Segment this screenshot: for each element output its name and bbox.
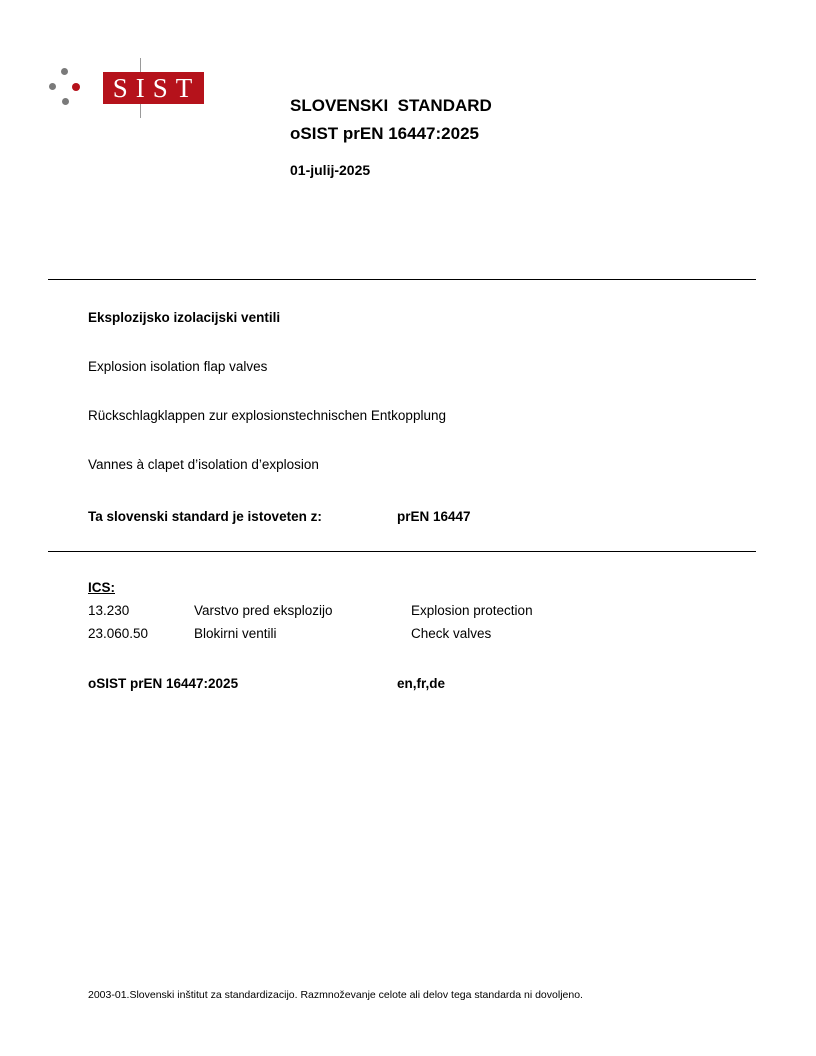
standard-type-title: SLOVENSKI STANDARD bbox=[290, 96, 492, 115]
identity-label: Ta slovenski standard je istoveten z: bbox=[88, 509, 322, 524]
ics-label: ICS: bbox=[88, 580, 115, 595]
standard-number-title: oSIST prEN 16447:2025 bbox=[290, 124, 479, 143]
logo-dot-top bbox=[61, 68, 68, 75]
logo-wordmark bbox=[103, 72, 204, 104]
ics-code: 23.060.50 bbox=[88, 626, 149, 641]
top-divider bbox=[48, 279, 756, 280]
document-code: oSIST prEN 16447:2025 bbox=[88, 676, 239, 691]
document-languages: en,fr,de bbox=[397, 676, 446, 691]
title-slovenian: Eksplozijsko izolacijski ventili bbox=[88, 310, 281, 325]
publication-date: 01-julij-2025 bbox=[290, 162, 371, 178]
identity-value: prEN 16447 bbox=[397, 509, 471, 524]
middle-divider bbox=[48, 551, 756, 552]
title-french: Vannes à clapet d’isolation d’explosion bbox=[88, 457, 319, 472]
copyright-footer: 2003-01.Slovenski inštitut za standardizacijo. Razmnoževanje celote ali delov tega standarda ni dovoljeno. bbox=[88, 989, 583, 1001]
logo-dot-red bbox=[72, 83, 80, 91]
ics-slovenian: Blokirni ventili bbox=[194, 626, 277, 641]
title-english: Explosion isolation flap valves bbox=[88, 359, 268, 374]
ics-english: Check valves bbox=[411, 626, 492, 641]
ics-slovenian: Varstvo pred eksplozijo bbox=[194, 603, 333, 618]
title-german: Rückschlagklappen zur explosionstechnischen Entkopplung bbox=[88, 408, 446, 423]
logo-dot-left bbox=[49, 83, 56, 90]
ics-code: 13.230 bbox=[88, 603, 130, 618]
logo-text: SIST bbox=[112, 72, 201, 103]
ics-english: Explosion protection bbox=[411, 603, 533, 618]
logo-dot-bottom bbox=[62, 98, 69, 105]
